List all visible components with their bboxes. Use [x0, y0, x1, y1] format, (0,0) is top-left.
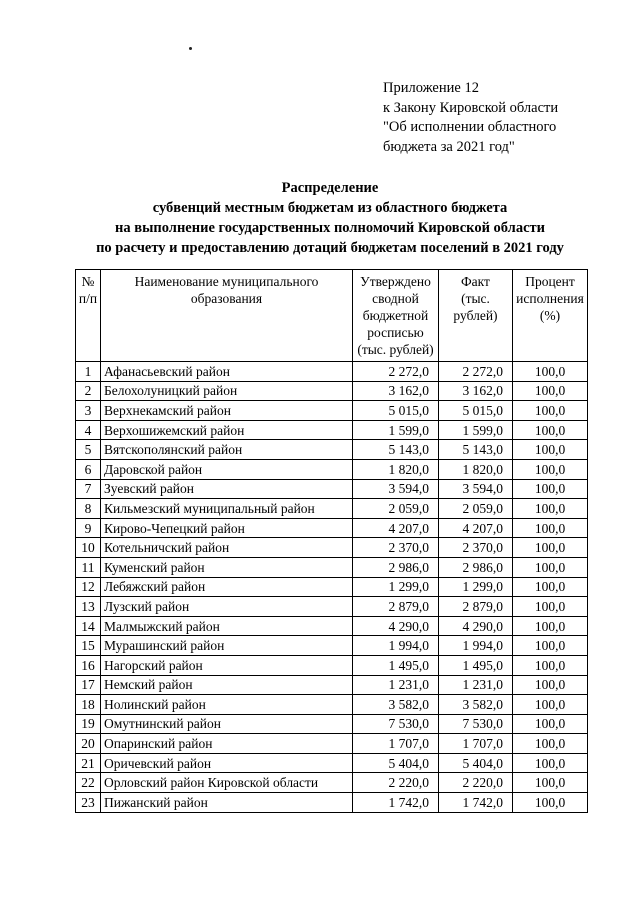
- table-row: [76, 616, 588, 636]
- table-row: [76, 655, 588, 675]
- row-approved: 7 530,0: [353, 714, 439, 734]
- appendix-line-3: "Об исполнении областного: [383, 119, 557, 135]
- header-approved: Утверждено сводной бюджетной росписью (тыс. рублей): [353, 270, 439, 362]
- row-name: Омутнинский район: [101, 714, 353, 734]
- row-approved: 2 370,0: [353, 538, 439, 558]
- row-percent: 100,0: [513, 597, 588, 617]
- row-fact: 1 299,0: [439, 577, 513, 597]
- row-num: 14: [76, 616, 101, 636]
- row-num: 10: [76, 538, 101, 558]
- table-body: [76, 362, 588, 813]
- row-num: 3: [76, 401, 101, 421]
- row-percent: 100,0: [513, 420, 588, 440]
- row-percent: 100,0: [513, 538, 588, 558]
- row-num: 15: [76, 636, 101, 656]
- document-title: [0, 178, 640, 258]
- row-approved: 1 299,0: [353, 577, 439, 597]
- row-approved: 1 707,0: [353, 734, 439, 754]
- row-fact: 2 879,0: [439, 597, 513, 617]
- row-fact: 2 986,0: [439, 557, 513, 577]
- row-name: Белохолуницкий район: [101, 381, 353, 401]
- row-num: 12: [76, 577, 101, 597]
- row-num: 19: [76, 714, 101, 734]
- row-name: Орловский район Кировской области: [101, 773, 353, 793]
- row-num: 17: [76, 675, 101, 695]
- row-name: Опаринский район: [101, 734, 353, 754]
- subsidy-table: [75, 269, 588, 813]
- table-header-row: [76, 270, 588, 362]
- table-row: [76, 362, 588, 382]
- row-name: Лебяжский район: [101, 577, 353, 597]
- row-approved: 1 742,0: [353, 793, 439, 813]
- row-name: Куменский район: [101, 557, 353, 577]
- appendix-line-1: Приложение 12: [383, 80, 479, 96]
- row-num: 6: [76, 459, 101, 479]
- row-fact: 2 272,0: [439, 362, 513, 382]
- table-row: [76, 557, 588, 577]
- row-name: Котельничский район: [101, 538, 353, 558]
- row-approved: 5 015,0: [353, 401, 439, 421]
- table-row: [76, 381, 588, 401]
- row-num: 16: [76, 655, 101, 675]
- row-percent: 100,0: [513, 479, 588, 499]
- row-num: 1: [76, 362, 101, 382]
- table-row: [76, 793, 588, 813]
- row-name: Оричевский район: [101, 753, 353, 773]
- row-percent: 100,0: [513, 616, 588, 636]
- row-approved: 5 143,0: [353, 440, 439, 460]
- row-percent: 100,0: [513, 557, 588, 577]
- row-approved: 1 994,0: [353, 636, 439, 656]
- row-percent: 100,0: [513, 499, 588, 519]
- row-fact: 5 015,0: [439, 401, 513, 421]
- row-num: 21: [76, 753, 101, 773]
- row-percent: 100,0: [513, 734, 588, 754]
- row-percent: 100,0: [513, 518, 588, 538]
- row-fact: 1 495,0: [439, 655, 513, 675]
- row-num: 18: [76, 695, 101, 715]
- row-approved: 2 220,0: [353, 773, 439, 793]
- table-row: [76, 479, 588, 499]
- row-approved: 4 290,0: [353, 616, 439, 636]
- table-row: [76, 753, 588, 773]
- row-name: Нагорский район: [101, 655, 353, 675]
- appendix-note: [383, 79, 558, 157]
- table-row: [76, 636, 588, 656]
- row-percent: 100,0: [513, 459, 588, 479]
- row-name: Вятскополянский район: [101, 440, 353, 460]
- table-row: [76, 459, 588, 479]
- row-fact: 5 404,0: [439, 753, 513, 773]
- row-fact: 2 220,0: [439, 773, 513, 793]
- row-percent: 100,0: [513, 773, 588, 793]
- row-approved: 1 231,0: [353, 675, 439, 695]
- row-fact: 3 594,0: [439, 479, 513, 499]
- row-name: Лузский район: [101, 597, 353, 617]
- row-percent: 100,0: [513, 381, 588, 401]
- row-fact: 4 207,0: [439, 518, 513, 538]
- table-row: [76, 714, 588, 734]
- row-fact: 3 582,0: [439, 695, 513, 715]
- row-approved: 1 599,0: [353, 420, 439, 440]
- row-num: 20: [76, 734, 101, 754]
- row-num: 4: [76, 420, 101, 440]
- table-row: [76, 675, 588, 695]
- row-fact: 2 059,0: [439, 499, 513, 519]
- row-fact: 2 370,0: [439, 538, 513, 558]
- row-num: 2: [76, 381, 101, 401]
- row-num: 11: [76, 557, 101, 577]
- row-approved: 3 582,0: [353, 695, 439, 715]
- row-approved: 2 059,0: [353, 499, 439, 519]
- row-percent: 100,0: [513, 695, 588, 715]
- row-name: Пижанский район: [101, 793, 353, 813]
- table-row: [76, 499, 588, 519]
- row-num: 23: [76, 793, 101, 813]
- row-name: Малмыжский район: [101, 616, 353, 636]
- row-approved: 3 594,0: [353, 479, 439, 499]
- row-name: Кирово-Чепецкий район: [101, 518, 353, 538]
- row-approved: 1 495,0: [353, 655, 439, 675]
- row-approved: 2 986,0: [353, 557, 439, 577]
- header-name: Наименование муниципального образования: [101, 270, 353, 362]
- row-name: Верхнекамский район: [101, 401, 353, 421]
- row-num: 22: [76, 773, 101, 793]
- row-num: 5: [76, 440, 101, 460]
- row-percent: 100,0: [513, 675, 588, 695]
- row-fact: 1 742,0: [439, 793, 513, 813]
- row-name: Афанасьевский район: [101, 362, 353, 382]
- row-percent: 100,0: [513, 401, 588, 421]
- row-num: 9: [76, 518, 101, 538]
- header-num: № п/п: [76, 270, 101, 362]
- table-row: [76, 420, 588, 440]
- title-line-2: субвенций местным бюджетам из областного бюджета: [152, 200, 508, 216]
- row-fact: 1 231,0: [439, 675, 513, 695]
- table-row: [76, 401, 588, 421]
- row-percent: 100,0: [513, 655, 588, 675]
- title-line-1: Распределение: [281, 180, 379, 196]
- row-fact: 5 143,0: [439, 440, 513, 460]
- table-row: [76, 695, 588, 715]
- row-name: Даровской район: [101, 459, 353, 479]
- row-fact: 1 599,0: [439, 420, 513, 440]
- row-approved: 2 879,0: [353, 597, 439, 617]
- row-fact: 7 530,0: [439, 714, 513, 734]
- row-percent: 100,0: [513, 636, 588, 656]
- row-percent: 100,0: [513, 714, 588, 734]
- table-row: [76, 518, 588, 538]
- title-line-3: на выполнение государственных полномочий Кировской области: [115, 220, 545, 236]
- row-fact: 4 290,0: [439, 616, 513, 636]
- table-row: [76, 734, 588, 754]
- row-name: Зуевский район: [101, 479, 353, 499]
- row-percent: 100,0: [513, 440, 588, 460]
- row-num: 13: [76, 597, 101, 617]
- row-percent: 100,0: [513, 793, 588, 813]
- row-name: Нолинский район: [101, 695, 353, 715]
- row-approved: 2 272,0: [353, 362, 439, 382]
- row-approved: 3 162,0: [353, 381, 439, 401]
- row-percent: 100,0: [513, 362, 588, 382]
- table-row: [76, 773, 588, 793]
- appendix-line-4: бюджета за 2021 год": [383, 138, 515, 155]
- row-fact: 1 994,0: [439, 636, 513, 656]
- row-num: 8: [76, 499, 101, 519]
- row-percent: 100,0: [513, 577, 588, 597]
- row-name: Немский район: [101, 675, 353, 695]
- table-row: [76, 538, 588, 558]
- row-percent: 100,0: [513, 753, 588, 773]
- row-fact: 1 707,0: [439, 734, 513, 754]
- table-row: [76, 597, 588, 617]
- appendix-line-2: к Закону Кировской области: [383, 99, 559, 116]
- row-approved: 4 207,0: [353, 518, 439, 538]
- row-approved: 1 820,0: [353, 459, 439, 479]
- row-fact: 1 820,0: [439, 459, 513, 479]
- header-percent: Процент исполнения (%): [513, 270, 588, 362]
- row-fact: 3 162,0: [439, 381, 513, 401]
- header-fact: Факт (тыс. рублей): [439, 270, 513, 362]
- table-row: [76, 440, 588, 460]
- table-row: [76, 577, 588, 597]
- row-name: Кильмезский муниципальный район: [101, 499, 353, 519]
- row-name: Мурашинский район: [101, 636, 353, 656]
- row-name: Верхошижемский район: [101, 420, 353, 440]
- scan-speck: [189, 47, 192, 50]
- row-num: 7: [76, 479, 101, 499]
- title-line-4: по расчету и предоставлению дотаций бюджетам поселений в 2021 году: [96, 240, 564, 256]
- row-approved: 5 404,0: [353, 753, 439, 773]
